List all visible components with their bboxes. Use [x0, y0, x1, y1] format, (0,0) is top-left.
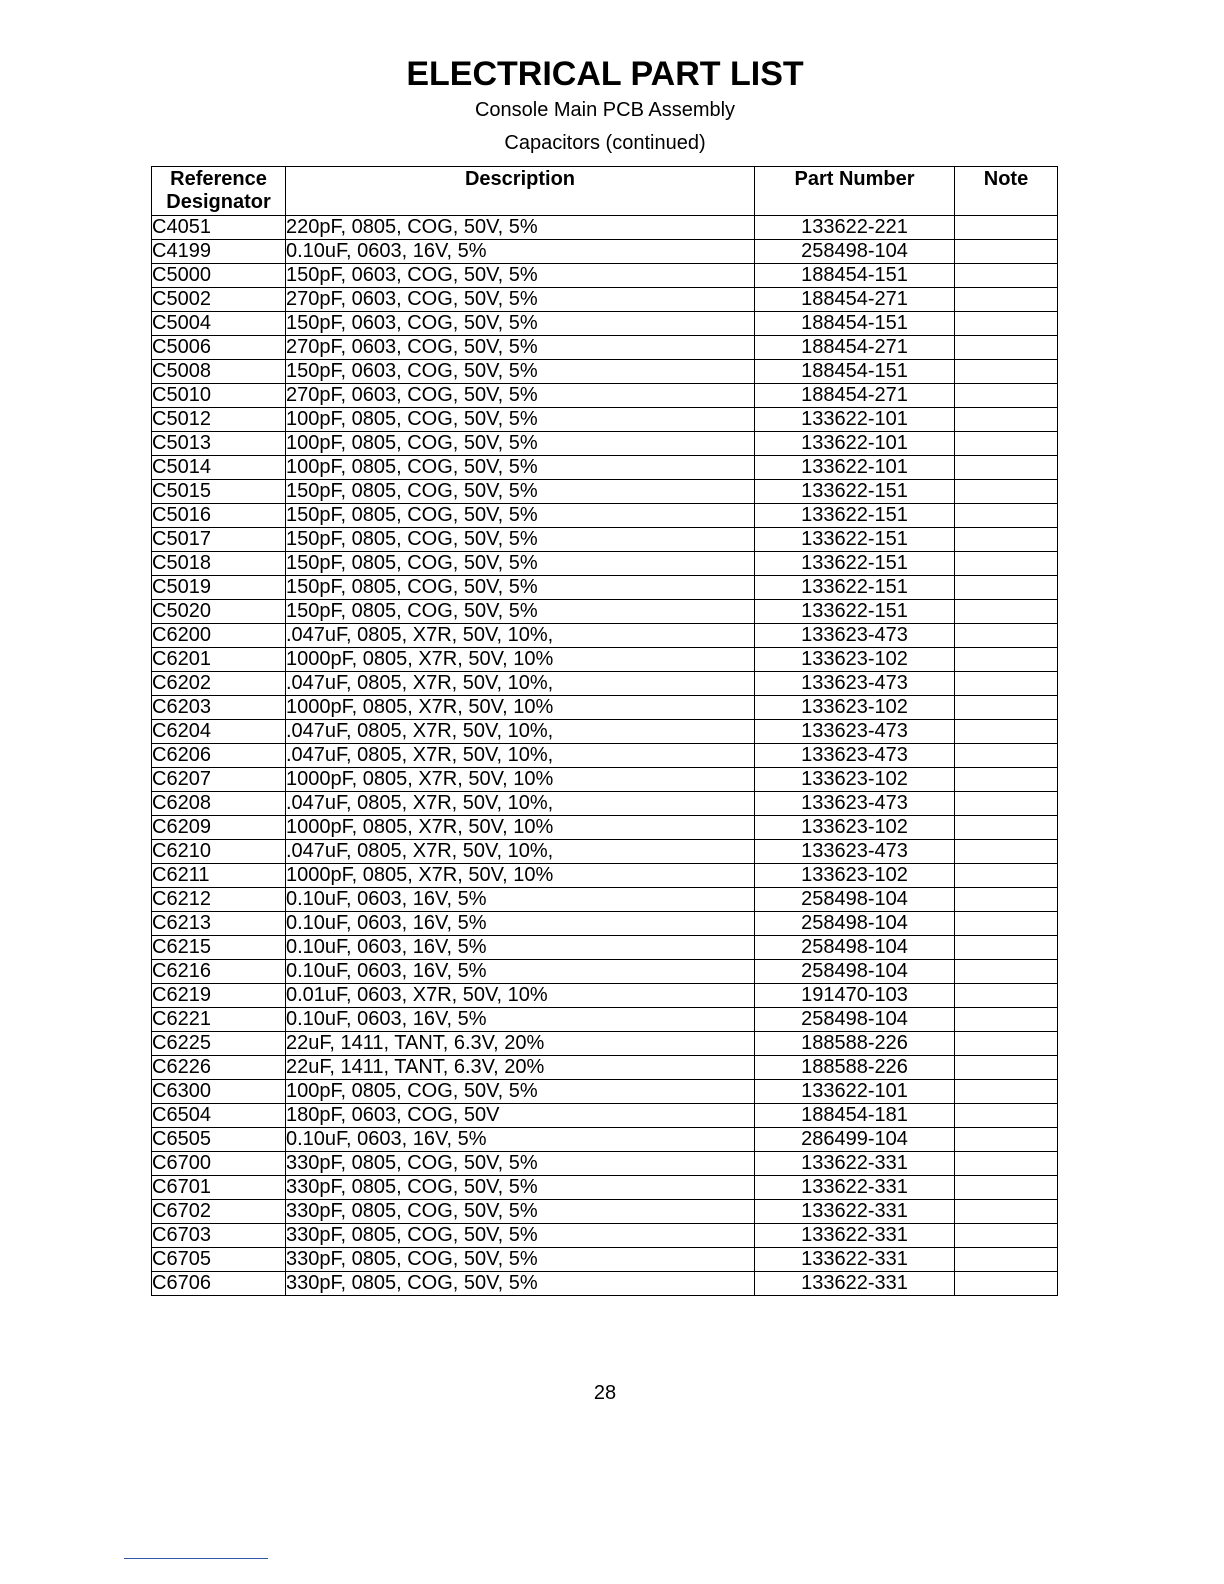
table-row	[152, 1200, 1058, 1224]
note-cell	[955, 1080, 1058, 1104]
description-cell: .047uF, 0805, X7R, 50V, 10%,	[286, 840, 755, 864]
reference-designator-cell: C5002	[152, 288, 286, 312]
description-cell: 150pF, 0805, COG, 50V, 5%	[286, 552, 755, 576]
description-cell: 0.10uF, 0603, 16V, 5%	[286, 1128, 755, 1152]
note-cell	[955, 792, 1058, 816]
table-row	[152, 1248, 1058, 1272]
table-row	[152, 1272, 1058, 1296]
note-cell	[955, 432, 1058, 456]
part-number-cell: 188454-271	[755, 288, 955, 312]
part-number-cell: 133623-102	[755, 696, 955, 720]
page-number: 28	[593, 1382, 617, 1404]
part-number-cell: 133622-101	[755, 432, 955, 456]
description-cell: 100pF, 0805, COG, 50V, 5%	[286, 1080, 755, 1104]
note-cell	[955, 312, 1058, 336]
note-cell	[955, 1104, 1058, 1128]
reference-designator-cell: C5004	[152, 312, 286, 336]
description-cell: 1000pF, 0805, X7R, 50V, 10%	[286, 768, 755, 792]
table-row	[152, 840, 1058, 864]
reference-designator-cell: C5018	[152, 552, 286, 576]
table-row	[152, 576, 1058, 600]
table-row	[152, 1128, 1058, 1152]
description-cell: 0.10uF, 0603, 16V, 5%	[286, 888, 755, 912]
reference-designator-cell: C5015	[152, 480, 286, 504]
note-cell	[955, 624, 1058, 648]
column-header-reference	[152, 167, 286, 216]
reference-designator-cell: C6202	[152, 672, 286, 696]
part-number-cell: 133623-473	[755, 624, 955, 648]
description-cell: 330pF, 0805, COG, 50V, 5%	[286, 1152, 755, 1176]
table-row	[152, 960, 1058, 984]
description-cell: 150pF, 0805, COG, 50V, 5%	[286, 600, 755, 624]
note-cell	[955, 1128, 1058, 1152]
description-cell: .047uF, 0805, X7R, 50V, 10%,	[286, 624, 755, 648]
part-number-cell: 188588-226	[755, 1056, 955, 1080]
table-row	[152, 936, 1058, 960]
parts-table	[151, 166, 1058, 1296]
note-cell	[955, 672, 1058, 696]
note-cell	[955, 840, 1058, 864]
description-cell: 330pF, 0805, COG, 50V, 5%	[286, 1248, 755, 1272]
note-cell	[955, 384, 1058, 408]
part-number-cell: 191470-103	[755, 984, 955, 1008]
reference-designator-cell: C6207	[152, 768, 286, 792]
reference-designator-cell: C6705	[152, 1248, 286, 1272]
column-header-note	[955, 167, 1058, 216]
note-cell	[955, 600, 1058, 624]
table-row	[152, 360, 1058, 384]
description-cell: 270pF, 0603, COG, 50V, 5%	[286, 336, 755, 360]
table-row	[152, 1152, 1058, 1176]
description-cell: .047uF, 0805, X7R, 50V, 10%,	[286, 744, 755, 768]
description-cell: 0.10uF, 0603, 16V, 5%	[286, 240, 755, 264]
part-number-cell: 133622-221	[755, 216, 955, 240]
part-number-cell: 188454-151	[755, 360, 955, 384]
note-cell	[955, 288, 1058, 312]
reference-designator-cell: C6209	[152, 816, 286, 840]
table-row	[152, 1008, 1058, 1032]
part-number-cell: 188588-226	[755, 1032, 955, 1056]
table-row	[152, 480, 1058, 504]
description-cell: 22uF, 1411, TANT, 6.3V, 20%	[286, 1056, 755, 1080]
column-header-line: Reference	[170, 168, 267, 190]
reference-designator-cell: C6221	[152, 1008, 286, 1032]
table-row	[152, 744, 1058, 768]
note-cell	[955, 648, 1058, 672]
part-number-cell: 133622-101	[755, 408, 955, 432]
part-number-cell: 258498-104	[755, 240, 955, 264]
column-header-line: Description	[464, 168, 576, 190]
description-cell: 0.10uF, 0603, 16V, 5%	[286, 936, 755, 960]
part-number-cell: 188454-151	[755, 264, 955, 288]
reference-designator-cell: C5014	[152, 456, 286, 480]
part-number-cell: 133622-151	[755, 552, 955, 576]
description-cell: 100pF, 0805, COG, 50V, 5%	[286, 432, 755, 456]
table-row	[152, 600, 1058, 624]
description-cell: 0.10uF, 0603, 16V, 5%	[286, 960, 755, 984]
column-header-line: Note	[983, 168, 1029, 190]
description-cell: 220pF, 0805, COG, 50V, 5%	[286, 216, 755, 240]
reference-designator-cell: C6204	[152, 720, 286, 744]
assembly-subtitle: Console Main PCB Assembly	[474, 99, 736, 121]
description-cell: 180pF, 0603, COG, 50V	[286, 1104, 755, 1128]
page-title: ELECTRICAL PART LIST	[406, 55, 804, 93]
note-cell	[955, 936, 1058, 960]
note-cell	[955, 456, 1058, 480]
reference-designator-cell: C6300	[152, 1080, 286, 1104]
note-cell	[955, 1176, 1058, 1200]
table-row	[152, 984, 1058, 1008]
table-row	[152, 624, 1058, 648]
part-number-cell: 133622-331	[755, 1200, 955, 1224]
description-cell: 330pF, 0805, COG, 50V, 5%	[286, 1176, 755, 1200]
reference-designator-cell: C5020	[152, 600, 286, 624]
part-number-cell: 133622-101	[755, 1080, 955, 1104]
part-number-cell: 133622-331	[755, 1224, 955, 1248]
table-row	[152, 1056, 1058, 1080]
table-row	[152, 888, 1058, 912]
table-row	[152, 384, 1058, 408]
note-cell	[955, 1224, 1058, 1248]
reference-designator-cell: C6702	[152, 1200, 286, 1224]
reference-designator-cell: C6219	[152, 984, 286, 1008]
part-number-cell: 258498-104	[755, 936, 955, 960]
part-number-cell: 133623-473	[755, 792, 955, 816]
description-cell: 1000pF, 0805, X7R, 50V, 10%	[286, 696, 755, 720]
note-cell	[955, 912, 1058, 936]
table-row	[152, 816, 1058, 840]
note-cell	[955, 360, 1058, 384]
note-cell	[955, 984, 1058, 1008]
part-number-cell: 258498-104	[755, 960, 955, 984]
reference-designator-cell: C6505	[152, 1128, 286, 1152]
note-cell	[955, 528, 1058, 552]
part-number-cell: 258498-104	[755, 1008, 955, 1032]
table-row	[152, 216, 1058, 240]
reference-designator-cell: C6226	[152, 1056, 286, 1080]
table-row	[152, 864, 1058, 888]
table-row	[152, 1176, 1058, 1200]
part-number-cell: 133623-473	[755, 744, 955, 768]
note-cell	[955, 816, 1058, 840]
note-cell	[955, 552, 1058, 576]
reference-designator-cell: C5006	[152, 336, 286, 360]
reference-designator-cell: C6211	[152, 864, 286, 888]
column-header-part-number	[755, 167, 955, 216]
reference-designator-cell: C5016	[152, 504, 286, 528]
part-number-cell: 133623-102	[755, 864, 955, 888]
description-cell: 100pF, 0805, COG, 50V, 5%	[286, 456, 755, 480]
part-number-cell: 133623-473	[755, 840, 955, 864]
description-cell: 270pF, 0603, COG, 50V, 5%	[286, 384, 755, 408]
table-row	[152, 1080, 1058, 1104]
table-row	[152, 264, 1058, 288]
note-cell	[955, 240, 1058, 264]
note-cell	[955, 1200, 1058, 1224]
note-cell	[955, 1152, 1058, 1176]
reference-designator-cell: C6213	[152, 912, 286, 936]
description-cell: 150pF, 0805, COG, 50V, 5%	[286, 576, 755, 600]
reference-designator-cell: C6201	[152, 648, 286, 672]
table-row	[152, 432, 1058, 456]
note-cell	[955, 1248, 1058, 1272]
part-number-cell: 188454-151	[755, 312, 955, 336]
note-cell	[955, 960, 1058, 984]
reference-designator-cell: C6215	[152, 936, 286, 960]
description-cell: .047uF, 0805, X7R, 50V, 10%,	[286, 792, 755, 816]
table-row	[152, 1032, 1058, 1056]
note-cell	[955, 1056, 1058, 1080]
part-number-cell: 133622-151	[755, 528, 955, 552]
part-number-cell: 133622-101	[755, 456, 955, 480]
part-number-cell: 133623-102	[755, 648, 955, 672]
part-number-cell: 133622-331	[755, 1248, 955, 1272]
table-row	[152, 1224, 1058, 1248]
table-row	[152, 720, 1058, 744]
reference-designator-cell: C5000	[152, 264, 286, 288]
section-subtitle: Capacitors (continued)	[504, 132, 706, 154]
note-cell	[955, 504, 1058, 528]
part-number-cell: 133622-331	[755, 1152, 955, 1176]
reference-designator-cell: C5019	[152, 576, 286, 600]
reference-designator-cell: C5017	[152, 528, 286, 552]
reference-designator-cell: C6210	[152, 840, 286, 864]
part-number-cell: 133622-151	[755, 480, 955, 504]
part-number-cell: 133623-473	[755, 720, 955, 744]
table-row	[152, 648, 1058, 672]
reference-designator-cell: C6200	[152, 624, 286, 648]
description-cell: 330pF, 0805, COG, 50V, 5%	[286, 1272, 755, 1296]
note-cell	[955, 720, 1058, 744]
description-cell: 1000pF, 0805, X7R, 50V, 10%	[286, 864, 755, 888]
description-cell: 150pF, 0603, COG, 50V, 5%	[286, 360, 755, 384]
part-number-cell: 133622-331	[755, 1176, 955, 1200]
reference-designator-cell: C4199	[152, 240, 286, 264]
part-number-cell: 133622-151	[755, 504, 955, 528]
description-cell: 330pF, 0805, COG, 50V, 5%	[286, 1224, 755, 1248]
description-cell: .047uF, 0805, X7R, 50V, 10%,	[286, 672, 755, 696]
part-number-cell: 258498-104	[755, 912, 955, 936]
note-cell	[955, 216, 1058, 240]
note-cell	[955, 336, 1058, 360]
description-cell: 150pF, 0603, COG, 50V, 5%	[286, 312, 755, 336]
part-number-cell: 133623-473	[755, 672, 955, 696]
description-cell: 150pF, 0805, COG, 50V, 5%	[286, 528, 755, 552]
reference-designator-cell: C6216	[152, 960, 286, 984]
column-header-description	[286, 167, 755, 216]
table-row	[152, 312, 1058, 336]
table-row	[152, 456, 1058, 480]
footnote-divider	[124, 1558, 268, 1559]
part-number-cell: 133622-151	[755, 576, 955, 600]
reference-designator-cell: C6212	[152, 888, 286, 912]
note-cell	[955, 576, 1058, 600]
part-number-cell: 188454-181	[755, 1104, 955, 1128]
table-row	[152, 504, 1058, 528]
description-cell: 150pF, 0603, COG, 50V, 5%	[286, 264, 755, 288]
part-number-cell: 188454-271	[755, 384, 955, 408]
reference-designator-cell: C6703	[152, 1224, 286, 1248]
reference-designator-cell: C6700	[152, 1152, 286, 1176]
part-number-cell: 133622-151	[755, 600, 955, 624]
description-cell: 150pF, 0805, COG, 50V, 5%	[286, 504, 755, 528]
table-row	[152, 912, 1058, 936]
note-cell	[955, 1008, 1058, 1032]
note-cell	[955, 744, 1058, 768]
description-cell: 22uF, 1411, TANT, 6.3V, 20%	[286, 1032, 755, 1056]
note-cell	[955, 864, 1058, 888]
note-cell	[955, 264, 1058, 288]
reference-designator-cell: C6504	[152, 1104, 286, 1128]
description-cell: 270pF, 0603, COG, 50V, 5%	[286, 288, 755, 312]
table-row	[152, 288, 1058, 312]
reference-designator-cell: C5010	[152, 384, 286, 408]
description-cell: 330pF, 0805, COG, 50V, 5%	[286, 1200, 755, 1224]
column-header-line: Part Number	[794, 168, 915, 190]
table-row	[152, 408, 1058, 432]
table-row	[152, 792, 1058, 816]
table-row	[152, 240, 1058, 264]
table-row	[152, 528, 1058, 552]
parts-table-body	[152, 216, 1058, 1296]
column-header-line: Designator	[166, 191, 271, 213]
part-number-cell: 258498-104	[755, 888, 955, 912]
description-cell: 150pF, 0805, COG, 50V, 5%	[286, 480, 755, 504]
description-cell: 1000pF, 0805, X7R, 50V, 10%	[286, 816, 755, 840]
reference-designator-cell: C6203	[152, 696, 286, 720]
reference-designator-cell: C6701	[152, 1176, 286, 1200]
part-number-cell: 188454-271	[755, 336, 955, 360]
note-cell	[955, 1272, 1058, 1296]
description-cell: 0.10uF, 0603, 16V, 5%	[286, 912, 755, 936]
reference-designator-cell: C6208	[152, 792, 286, 816]
description-cell: 1000pF, 0805, X7R, 50V, 10%	[286, 648, 755, 672]
part-number-cell: 133623-102	[755, 816, 955, 840]
table-row	[152, 696, 1058, 720]
table-row	[152, 768, 1058, 792]
description-cell: .047uF, 0805, X7R, 50V, 10%,	[286, 720, 755, 744]
part-number-cell: 286499-104	[755, 1128, 955, 1152]
reference-designator-cell: C5008	[152, 360, 286, 384]
part-number-cell: 133623-102	[755, 768, 955, 792]
table-row	[152, 552, 1058, 576]
table-row	[152, 672, 1058, 696]
reference-designator-cell: C6225	[152, 1032, 286, 1056]
reference-designator-cell: C4051	[152, 216, 286, 240]
description-cell: 0.01uF, 0603, X7R, 50V, 10%	[286, 984, 755, 1008]
note-cell	[955, 696, 1058, 720]
note-cell	[955, 888, 1058, 912]
note-cell	[955, 480, 1058, 504]
note-cell	[955, 768, 1058, 792]
reference-designator-cell: C5012	[152, 408, 286, 432]
note-cell	[955, 1032, 1058, 1056]
note-cell	[955, 408, 1058, 432]
description-cell: 100pF, 0805, COG, 50V, 5%	[286, 408, 755, 432]
table-row	[152, 1104, 1058, 1128]
reference-designator-cell: C5013	[152, 432, 286, 456]
table-header-row	[152, 167, 1058, 216]
reference-designator-cell: C6706	[152, 1272, 286, 1296]
part-number-cell: 133622-331	[755, 1272, 955, 1296]
description-cell: 0.10uF, 0603, 16V, 5%	[286, 1008, 755, 1032]
table-row	[152, 336, 1058, 360]
reference-designator-cell: C6206	[152, 744, 286, 768]
